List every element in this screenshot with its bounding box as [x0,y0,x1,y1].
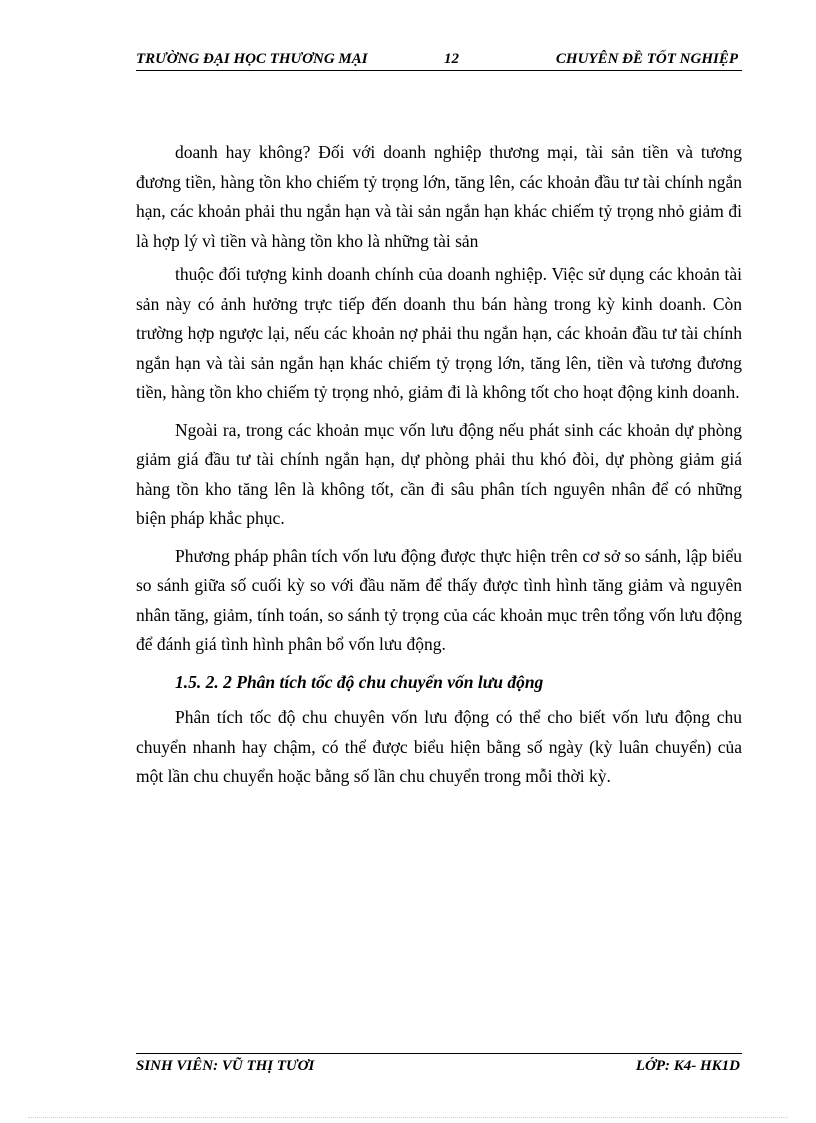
section-heading: 1.5. 2. 2 Phân tích tốc độ chu chuyển vốn lưu động [175,671,544,692]
footer-divider [136,1053,742,1054]
body-paragraph-3: Ngoài ra, trong các khoản mục vốn lưu động nếu phát sinh các khoản dự phòng giảm giá đầu tư tài chính ngắn hạn, dự phòng phải thu khó đòi, dự phòng giảm giá hàng tồn kho tăng lên là không tốt, cần đi sâu phân tích nguyên nhân để có những biện pháp khắc phục. [136,419,742,528]
footer-student-name: SINH VIÊN: VŨ THỊ TƯƠI [136,1058,315,1074]
body-paragraph-1: doanh hay không? Đối với doanh nghiệp thương mại, tài sản tiền và tương đương tiền, hàng tồn kho chiếm tỷ trọng lớn, tăng lên, các khoản đầu tư tài chính ngắn hạn, các khoản phải thu ngắn hạn và tài sản ngắn hạn khác chiếm tỷ trọng nhỏ giảm đi là hợp lý vì tiền và hàng tồn kho là những tài sản [136,142,742,251]
page-header [136,49,742,69]
body-paragraph-4: Phương pháp phân tích vốn lưu động được thực hiện trên cơ sở so sánh, lập biểu so sánh giữa số cuối kỳ so với đầu năm để thấy được tình hình tăng giảm và nguyên nhân tăng, giảm, tính toán, so sánh tỷ trọng của các khoản mục trên tổng vốn lưu động để đánh giá tình hình phân bổ vốn lưu động. [136,545,742,654]
footer-class-code: LỚP: K4- HK1D [635,1058,740,1074]
header-document-type: CHUYÊN ĐỀ TỐT NGHIỆP [555,51,738,67]
page-bottom-edge [28,1117,788,1118]
header-divider [136,70,742,71]
page-footer [136,1056,742,1076]
header-page-number: 12 [444,51,459,67]
body-paragraph-5: Phân tích tốc độ chu chuyên vốn lưu động có thể cho biết vốn lưu động chu chuyển nhanh hay chậm, có thể được biểu hiện bằng số ngày (kỳ luân chuyển) của một lần chu chuyển hoặc bằng số lần chu chuyển trong mỗi thời kỳ. [136,707,742,786]
header-school-name: TRƯỜNG ĐẠI HỌC THƯƠNG MẠI [136,51,368,67]
page-body [136,138,742,800]
body-paragraph-2: thuộc đối tượng kinh doanh chính của doanh nghiệp. Việc sử dụng các khoản tài sản này có ảnh hưởng trực tiếp đến doanh thu bán hàng trong kỳ kinh doanh. Còn trường hợp ngược lại, nếu các khoản nợ phải thu ngắn hạn, các khoản đầu tư tài chính ngắn hạn và tài sản ngắn hạn khác chiếm tỷ trọng lớn, tăng lên, tiền và tương đương tiền, hàng tồn kho chiếm tỷ trọng nhỏ, giảm đi là không tốt cho hoạt động kinh doanh. [136,264,742,402]
